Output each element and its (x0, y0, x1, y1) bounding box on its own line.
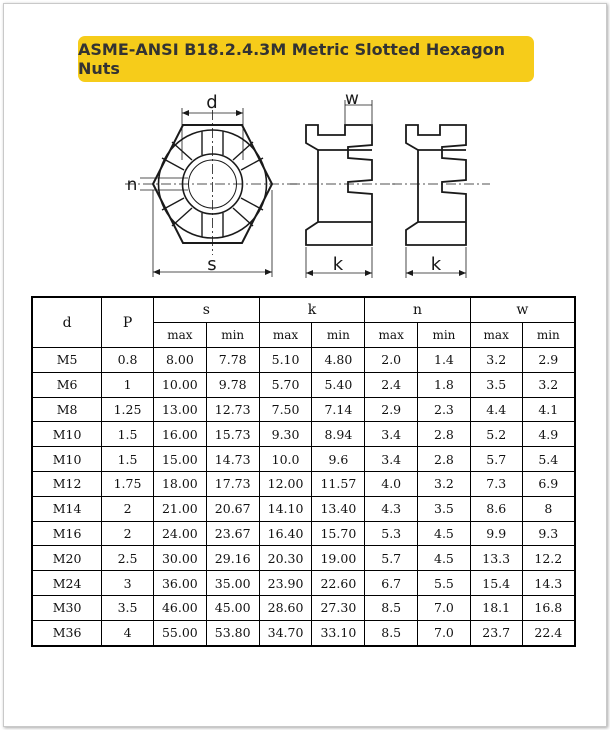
table-cell: 8 (522, 496, 575, 521)
table-cell: M12 (32, 471, 102, 496)
table-cell: 7.0 (418, 595, 471, 620)
dim-label-w: w (345, 89, 359, 109)
table-cell: M16 (32, 521, 102, 546)
table-cell: 10.0 (259, 447, 312, 472)
table-cell: 30.00 (153, 546, 206, 571)
table-row (32, 422, 575, 447)
dim-label-s: s (207, 254, 217, 275)
table-header-row-1 (32, 297, 575, 323)
table-cell: 46.00 (153, 595, 206, 620)
table-cell: 8.00 (153, 348, 206, 373)
table-cell: 9.6 (312, 447, 365, 472)
table-cell: 45.00 (206, 595, 259, 620)
table-cell: 4.1 (522, 397, 575, 422)
table-row (32, 471, 575, 496)
table-cell: 4 (102, 620, 154, 645)
header-n-max: max (365, 323, 418, 348)
table-cell: 6.7 (365, 571, 418, 596)
header-k-min: min (312, 323, 365, 348)
table-cell: M5 (32, 348, 102, 373)
table-cell: 4.5 (418, 546, 471, 571)
table-cell: 14.3 (522, 571, 575, 596)
table-cell: 23.90 (259, 571, 312, 596)
table-cell: 2.3 (418, 397, 471, 422)
table-cell: 0.8 (102, 348, 154, 373)
table-cell: 3 (102, 571, 154, 596)
table-cell: 8.6 (470, 496, 522, 521)
table-cell: 2.8 (418, 447, 471, 472)
table-cell: 5.70 (259, 372, 312, 397)
table-cell: 3.5 (470, 372, 522, 397)
table-cell: 5.4 (522, 447, 575, 472)
table-cell: 33.10 (312, 620, 365, 645)
header-k-max: max (259, 323, 312, 348)
header-n-min: min (418, 323, 471, 348)
table-cell: 4.9 (522, 422, 575, 447)
table-cell: 1.4 (418, 348, 471, 373)
table-cell: 1.5 (102, 422, 154, 447)
table-cell: M30 (32, 595, 102, 620)
table-cell: 28.60 (259, 595, 312, 620)
table-cell: 5.7 (470, 447, 522, 472)
table-cell: 13.40 (312, 496, 365, 521)
header-s-min: min (206, 323, 259, 348)
header-p: P (102, 297, 154, 348)
table-cell: 55.00 (153, 620, 206, 645)
table-cell: 16.40 (259, 521, 312, 546)
header-s: s (153, 297, 259, 323)
table-row (32, 397, 575, 422)
table-row (32, 521, 575, 546)
table-cell: 5.5 (418, 571, 471, 596)
table-row (32, 447, 575, 472)
table-cell: 9.30 (259, 422, 312, 447)
table-cell: 3.2 (470, 348, 522, 373)
table-cell: 2.4 (365, 372, 418, 397)
table-cell: 35.00 (206, 571, 259, 596)
table-cell: 16.00 (153, 422, 206, 447)
table-cell: 8.5 (365, 620, 418, 645)
table-cell: 4.80 (312, 348, 365, 373)
table-cell: 15.00 (153, 447, 206, 472)
table-cell: 22.4 (522, 620, 575, 645)
page-title: ASME-ANSI B18.2.4.3M Metric Slotted Hexagon Nuts (78, 36, 534, 82)
table-cell: 15.70 (312, 521, 365, 546)
table-row (32, 496, 575, 521)
table-cell: 2.9 (365, 397, 418, 422)
table-cell: 8.5 (365, 595, 418, 620)
table-cell: 13.3 (470, 546, 522, 571)
table-cell: 1.75 (102, 471, 154, 496)
table-cell: 12.2 (522, 546, 575, 571)
table-cell: 5.2 (470, 422, 522, 447)
table-cell: 4.0 (365, 471, 418, 496)
table-cell: 23.67 (206, 521, 259, 546)
table-cell: 5.7 (365, 546, 418, 571)
table-cell: 14.73 (206, 447, 259, 472)
table-cell: 7.78 (206, 348, 259, 373)
table-cell: M20 (32, 546, 102, 571)
table-cell: 17.73 (206, 471, 259, 496)
table-cell: M36 (32, 620, 102, 645)
table-cell: 3.2 (418, 471, 471, 496)
table-cell: 2 (102, 496, 154, 521)
table-cell: 22.60 (312, 571, 365, 596)
dimensions-table (31, 296, 576, 647)
table-cell: 3.4 (365, 447, 418, 472)
table-cell: 6.9 (522, 471, 575, 496)
table-cell: M8 (32, 397, 102, 422)
table-cell: 27.30 (312, 595, 365, 620)
table-cell: M24 (32, 571, 102, 596)
table-row (32, 595, 575, 620)
table-cell: 1.5 (102, 447, 154, 472)
nut-side-view-slotted (306, 100, 372, 278)
table-cell: 53.80 (206, 620, 259, 645)
table-cell: 24.00 (153, 521, 206, 546)
table-cell: 2.0 (365, 348, 418, 373)
table-cell: 18.1 (470, 595, 522, 620)
table-cell: 4.5 (418, 521, 471, 546)
table-cell: 7.3 (470, 471, 522, 496)
table-cell: 4.3 (365, 496, 418, 521)
table-cell: 3.4 (365, 422, 418, 447)
table-cell: 2.8 (418, 422, 471, 447)
table-cell: 2.5 (102, 546, 154, 571)
table-cell: 9.78 (206, 372, 259, 397)
dim-label-d: d (206, 92, 218, 113)
header-w: w (470, 297, 575, 323)
table-cell: 5.3 (365, 521, 418, 546)
table-cell: M6 (32, 372, 102, 397)
table-cell: 1.8 (418, 372, 471, 397)
table-cell: 9.3 (522, 521, 575, 546)
table-cell: M10 (32, 447, 102, 472)
table-row (32, 372, 575, 397)
header-d: d (32, 297, 102, 348)
table-cell: 34.70 (259, 620, 312, 645)
nut-top-view (125, 108, 300, 277)
table-row (32, 546, 575, 571)
table-cell: 36.00 (153, 571, 206, 596)
technical-drawing (0, 0, 610, 295)
table-row (32, 571, 575, 596)
table-cell: 12.73 (206, 397, 259, 422)
table-cell: 2.9 (522, 348, 575, 373)
table-cell: 8.94 (312, 422, 365, 447)
table-cell: 21.00 (153, 496, 206, 521)
table-cell: 20.30 (259, 546, 312, 571)
table-cell: 15.4 (470, 571, 522, 596)
table-cell: 20.67 (206, 496, 259, 521)
table-cell: M10 (32, 422, 102, 447)
header-k: k (259, 297, 365, 323)
table-cell: 3.2 (522, 372, 575, 397)
table-cell: 14.10 (259, 496, 312, 521)
table-row (32, 620, 575, 645)
header-w-max: max (470, 323, 522, 348)
table-cell: 11.57 (312, 471, 365, 496)
table-cell: 7.14 (312, 397, 365, 422)
table-cell: M14 (32, 496, 102, 521)
table-cell: 3.5 (102, 595, 154, 620)
table-cell: 19.00 (312, 546, 365, 571)
table-cell: 7.50 (259, 397, 312, 422)
header-s-max: max (153, 323, 206, 348)
table-cell: 15.73 (206, 422, 259, 447)
table-cell: 13.00 (153, 397, 206, 422)
table-cell: 16.8 (522, 595, 575, 620)
table-body (32, 348, 575, 646)
table-cell: 9.9 (470, 521, 522, 546)
table-cell: 1 (102, 372, 154, 397)
header-n: n (365, 297, 471, 323)
dim-label-k-1: k (332, 254, 344, 275)
table-cell: 18.00 (153, 471, 206, 496)
table-cell: 29.16 (206, 546, 259, 571)
table-cell: 12.00 (259, 471, 312, 496)
table-cell: 23.7 (470, 620, 522, 645)
table-cell: 3.5 (418, 496, 471, 521)
table-cell: 4.4 (470, 397, 522, 422)
table-cell: 1.25 (102, 397, 154, 422)
table-cell: 7.0 (418, 620, 471, 645)
dim-label-n: n (126, 175, 138, 195)
table-row (32, 348, 575, 373)
header-w-min: min (522, 323, 575, 348)
table-cell: 5.40 (312, 372, 365, 397)
table-cell: 2 (102, 521, 154, 546)
table-cell: 10.00 (153, 372, 206, 397)
dim-label-k-2: k (430, 254, 442, 275)
table-cell: 5.10 (259, 348, 312, 373)
